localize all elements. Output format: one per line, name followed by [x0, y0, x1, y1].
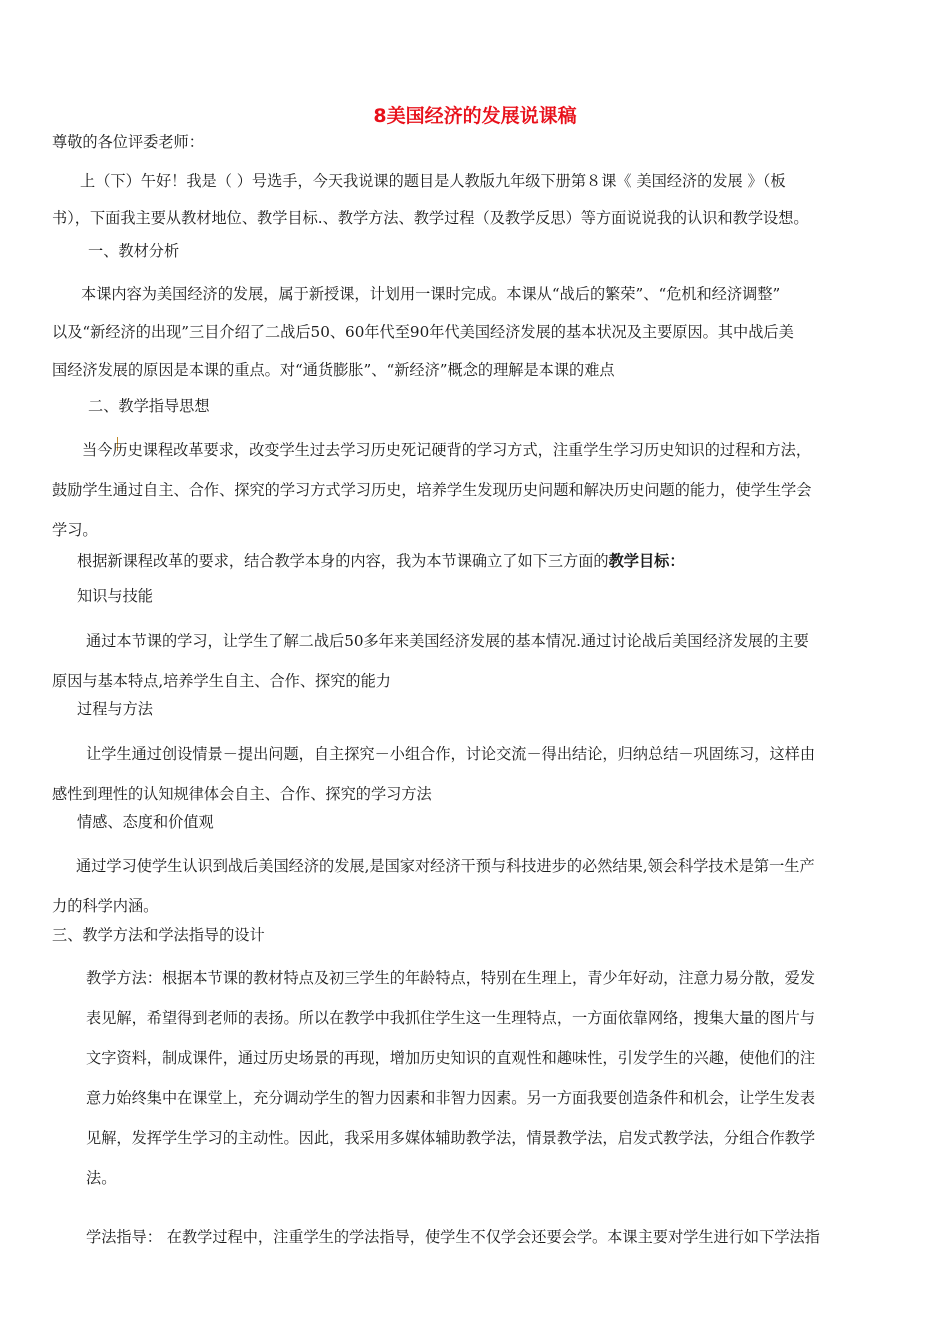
materials-line-2: 以及“新经济的出现”三目介绍了二战后50、60年代至90年代美国经济发展的基本状况及主要原因。其中战后美 — [52, 323, 794, 341]
section-heading-guiding-ideology: 二、教学指导思想 — [88, 397, 210, 415]
process-line-1: 让学生通过创设情景－提出问题，自主探究－小组合作，讨论交流－得出结论，归纳总结－巩固练习，这样由 — [86, 745, 815, 763]
methods-line-3: 文字资料，制成课件，通过历史场景的再现，增加历史知识的直观性和趣味性，引发学生的兴趣，使他们的注 — [86, 1049, 815, 1067]
ideology-paragraph — [52, 430, 811, 550]
emotion-paragraph — [52, 846, 815, 926]
goals-intro-text: 根据新课程改革的要求，结合教学本身的内容，我为本节课确立了如下三方面的 — [77, 552, 609, 570]
emotion-line-2: 力的科学内涵。 — [52, 897, 159, 915]
subheading-knowledge: 知识与技能 — [77, 587, 153, 605]
methods-line-5: 见解，发挥学生学习的主动性。因此，我采用多媒体辅助教学法，情景教学法，启发式教学法，分组合作教学 — [86, 1129, 815, 1147]
knowledge-paragraph — [52, 621, 809, 701]
goals-intro — [77, 550, 685, 571]
knowledge-line-2: 原因与基本特点,培养学生自主、合作、探究的能力 — [52, 672, 391, 690]
process-paragraph — [52, 734, 815, 814]
intro-line-1: 上（下）午好！我是（ ）号选手，今天我说课的题目是人教版九年级下册第８课《 美国经济的发展 》（板 — [80, 172, 786, 190]
goals-intro-bold: 教学目标： — [608, 552, 685, 570]
ideology-line-3: 学习。 — [52, 521, 98, 539]
materials-line-3: 国经济发展的原因是本课的重点。对“通货膨胀”、“新经济”概念的理解是本课的难点 — [52, 361, 615, 379]
ideology-line-1: 当今历史课程改革要求，改变学生过去学习历史死记硬背的学习方式，注重学生学习历史知识的过程和方法， — [82, 441, 811, 459]
subheading-process: 过程与方法 — [77, 700, 153, 718]
materials-paragraph — [52, 275, 794, 389]
subheading-emotion: 情感、态度和价值观 — [77, 813, 214, 831]
intro-paragraph — [52, 163, 809, 237]
intro-line-2: 书），下面我主要从教材地位、教学目标.、教学方法、教学过程（及教学反思）等方面说说我的认识和教学设想。 — [52, 209, 809, 227]
study-guidance: 学法指导： 在教学过程中，注重学生的学法指导，使学生不仅学会还要会学。本课主要对学生进行如下学法指 — [86, 1228, 820, 1246]
methods-line-6: 法。 — [86, 1169, 117, 1187]
document-title: 8美国经济的发展说课稿 — [373, 105, 577, 127]
salutation: 尊敬的各位评委老师： — [52, 133, 204, 151]
section-heading-materials: 一、教材分析 — [88, 242, 180, 260]
section-heading-methods: 三、教学方法和学法指导的设计 — [52, 926, 265, 944]
process-line-2: 感性到理性的认知规律体会自主、合作、探究的学习方法 — [52, 785, 432, 803]
emotion-line-1: 通过学习使学生认识到战后美国经济的发展,是国家对经济干预与科技进步的必然结果,领会科学技术是第一生产 — [76, 857, 815, 875]
methods-line-1: 教学方法：根据本节课的教材特点及初三学生的年龄特点，特别在生理上，青少年好动，注意力易分散，爱发 — [86, 969, 815, 987]
methods-line-4: 意力始终集中在课堂上，充分调动学生的智力因素和非智力因素。另一方面我要创造条件和机会，让学生发表 — [86, 1089, 815, 1107]
materials-line-1: 本课内容为美国经济的发展，属于新授课，计划用一课时完成。本课从“战后的繁荣”、“危机和经济调整” — [81, 285, 781, 303]
ideology-line-2: 鼓励学生通过自主、合作、探究的学习方式学习历史，培养学生发现历史问题和解决历史问题的能力，使学生学会 — [52, 481, 812, 499]
methods-line-2: 表见解，希望得到老师的表扬。所以在教学中我抓住学生这一生理特点，一方面依靠网络，搜集大量的图片与 — [86, 1009, 815, 1027]
methods-paragraph — [86, 958, 815, 1198]
knowledge-line-1: 通过本节课的学习，让学生了解二战后50多年来美国经济发展的基本情况.通过讨论战后美国经济发展的主要 — [86, 632, 809, 650]
